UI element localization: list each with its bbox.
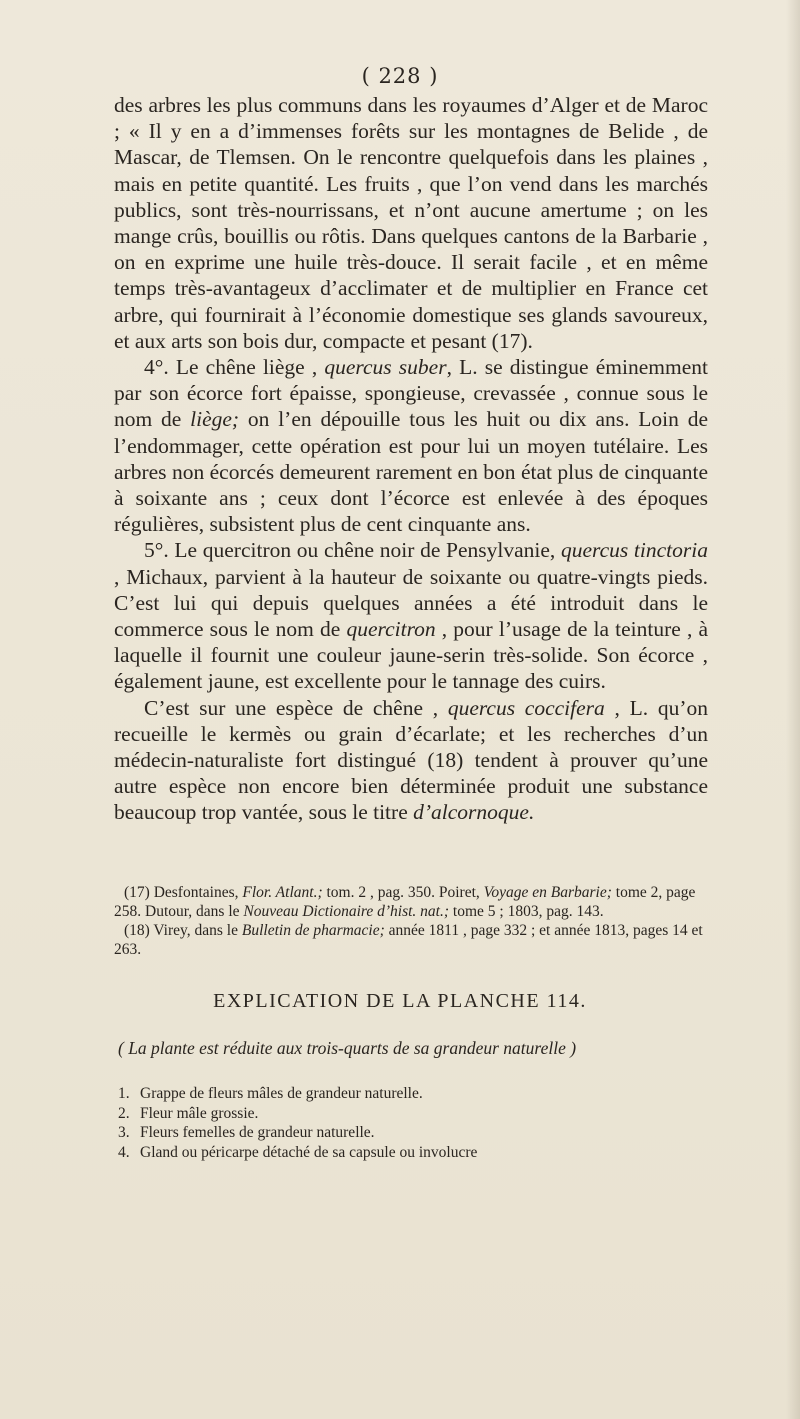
italic-text-run: quercitron [346, 617, 436, 642]
legend-number: 3. [118, 1124, 130, 1141]
italic-text-run: quercus coccifera [447, 695, 605, 720]
plate-legend [118, 1084, 712, 1162]
legend-item [118, 1084, 712, 1104]
text-run: (17) Desfontaines, [124, 884, 243, 901]
text-run: année 1811 , page 332 ; et année 1813, pages 14 et 263. [114, 922, 703, 958]
text-run: tome 5 ; 1803, pag. 143. [449, 903, 604, 920]
paragraph-2-chene-liege [114, 354, 708, 537]
text-run: on l’en dépouille tous les huit ou dix ans. Loin de l’endommager, cette opération est pour lui un moyen tutélaire. Les arbres non écorcés demeurent rarement en bon état plus de cinquante à soixante ans ; ceux dont l’écorce est enlevée à des époques régulières, subsistent plus de cent cinquante ans. [114, 407, 708, 537]
plate-subtitle: ( La plante est réduite aux trois-quarts de sa grandeur naturelle ) [118, 1038, 577, 1058]
legend-item [118, 1143, 712, 1163]
legend-number: 2. [118, 1104, 130, 1122]
legend-number: 4. [118, 1143, 130, 1161]
italic-text-run: d’alcornoque. [413, 800, 535, 825]
plate-title: EXPLICATION DE LA PLANCHE 114. [213, 990, 587, 1012]
text-run: C’est sur une espèce de chêne , [144, 695, 448, 720]
footnote-18 [114, 921, 708, 959]
page-number: ( 228 ) [361, 64, 439, 88]
text-run: tome 2, page 258. Dutour, dans le [114, 884, 696, 920]
italic-text-run: quercus suber [324, 355, 447, 380]
legend-text: Fleur mâle grossie. [140, 1104, 259, 1122]
text-run: tom. 2 , pag. 350. Poiret, [322, 884, 484, 901]
italic-text-run: Nouveau Dictionaire d’hist. nat.; [243, 903, 450, 920]
italic-text-run: liège; [190, 407, 240, 432]
page-edge-shadow [786, 0, 800, 1419]
text-run: , L. qu’on recueille le kermès ou grain d’écarlate; et les recherches d’un médecin-naturaliste fort distingué (18) tendent à prouver qu’une autre espèce non encore bien déterminée produit une substance beaucoup trop vantée, sous le titre [114, 695, 708, 825]
text-run: 4°. Le chêne liège , [144, 355, 325, 380]
text-run: , Michaux, parvient à la hauteur de soixante ou quatre-vingts pieds. C’est lui qui depuis quelques années a été introduit dans le commerce sous le nom de [114, 564, 708, 642]
text-run: , L. se distingue éminemment par son écorce fort épaisse, spongieuse, crevassée , connue sous le nom de [114, 355, 708, 432]
italic-text-run: quercus tinctoria [560, 538, 708, 563]
text-run: , pour l’usage de la teinture , à laquelle il fournit une couleur jaune-serin très-solide. Son écorce , également jaune, est excellente pour le tannage des cuirs. [114, 617, 709, 694]
italic-text-run: Flor. Atlant.; [242, 884, 323, 901]
paragraph-4-kermes [114, 695, 708, 826]
paragraph-3-quercitron [114, 537, 708, 694]
paragraph-1 [114, 92, 708, 354]
text-run: des arbres les plus communs dans les royaumes d’Alger et de Maroc ; « Il y en a d’immenses forêts sur les montagnes de Belide , de Mascar, de Tlemsen. On le rencontre quelquefois dans les plaines , mais en petite quantité. Les fruits , que l’on vend dans les marchés publics, sont très-nourrissans, et n’ont aucune amertume ; on les mange crûs, bouillis ou rôtis. Dans quelques cantons de la Barbarie , on en exprime une huile très-douce. Il serait facile , et en même temps très-avantageux d’acclimater et de multiplier en France cet arbre, qui fournirait à l’économie domestique ses glands savoureux, et aux arts son bois dur, compacte et pesant (17). [114, 93, 708, 353]
text-run: 5°. Le quercitron ou chêne noir de Pensylvanie, [144, 538, 561, 563]
legend-item [118, 1123, 712, 1143]
italic-text-run: Voyage en Barbarie; [483, 884, 612, 901]
footnote-17 [114, 883, 708, 921]
legend-text: Gland ou péricarpe détaché de sa capsule ou involucre [140, 1143, 478, 1161]
italic-text-run: Bulletin de pharmacie; [241, 922, 385, 939]
legend-number: 1. [118, 1085, 130, 1102]
body-text [114, 92, 708, 826]
legend-text: Grappe de fleurs mâles de grandeur naturelle. [140, 1085, 423, 1102]
legend-text: Fleurs femelles de grandeur naturelle. [140, 1124, 375, 1141]
footnotes [114, 883, 708, 959]
legend-item [118, 1104, 712, 1124]
text-run: (18) Virey, dans le [124, 922, 242, 939]
